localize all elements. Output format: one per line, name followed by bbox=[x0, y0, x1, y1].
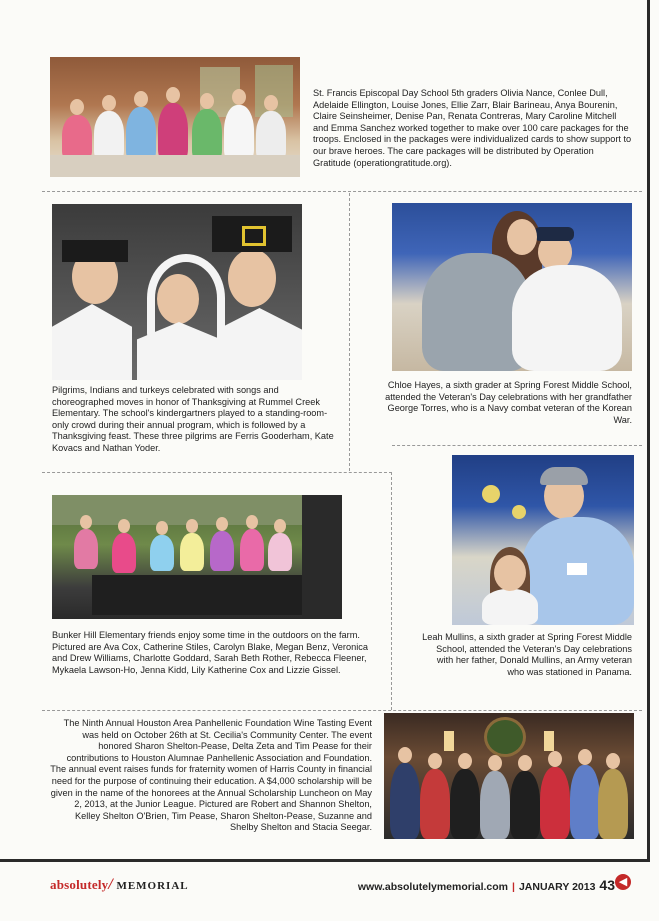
photo-bunker-hill-friends bbox=[52, 495, 342, 619]
photo-leah-and-father bbox=[452, 455, 634, 625]
arrow-left-circle-icon: ◀ bbox=[615, 874, 631, 890]
logo-slash-mark: / bbox=[108, 876, 113, 893]
page-frame-bottom-rule bbox=[0, 859, 650, 862]
caption-st-francis: St. Francis Episcopal Day School 5th graders Olivia Nance, Conlee Dull, Adelaide Ellington, Louise Jones, Ellie Zarr, Blair Barineau, Anya Bourenin, Claire Seinsheimer, Denise Pan, Renata Contreras, Mary Caroline Mitchell and Emma Sanchez worked together to make over 100 care packages for the troops. Enclosed in the packages were individualized cards to show support to our brave heroes. The care packages will be distributed by Operation Gratitude (operationgratitude.org). bbox=[313, 88, 632, 168]
footer-folio bbox=[358, 877, 615, 893]
divider bbox=[392, 445, 642, 446]
footer-website: www.absolutelymemorial.com bbox=[357, 881, 509, 893]
caption-panhellenic: The Ninth Annual Houston Area Panhellenic Foundation Wine Tasting Event was held on October 26th at St. Cecilia's Community Center. The event honored Sharon Shelton-Pease, Delta Zeta and Tim Pease for their contributions to Houston Alumnae Panhellenic Association and Foundation. The annual event raises funds for fraternity women of Harris County in financial need for the purpose of continuing their education. A $4,000 scholarship will be given in the name of the honorees at the Annual Scholarship Luncheon on May 2, 2013, at the Junior League. Pictured are Robert and Shannon Shelton, Kelley Shelton O'Brien, Tim Pease, Sharon Shelton-Pease, Suzanne and Shelby Shelton and Stacia Seegar. bbox=[50, 718, 372, 833]
photo-chloe-and-grandfather bbox=[392, 203, 632, 371]
magazine-logo bbox=[50, 876, 189, 894]
page-number: 43 bbox=[599, 877, 615, 893]
caption-pilgrims: Pilgrims, Indians and turkeys celebrated with songs and choreographed moves in honor of Thanksgiving at Rummel Creek Elementary. The school's kindergartners played to a standing-room-only crowd during their annual program, which is followed by a Thanksgiving feast. These three pilgrims are Ferris Gooderham, Kate Kovacs and Nathan Yoder. bbox=[52, 385, 334, 453]
photo-panhellenic-honorees bbox=[384, 713, 634, 839]
caption-chloe: Chloe Hayes, a sixth grader at Spring Forest Middle School, attended the Veteran's Day celebrations with her grandfather George Torres, who is a Navy combat veteran of the Korean War. bbox=[385, 380, 632, 425]
photo-st-francis-students bbox=[50, 57, 300, 177]
divider bbox=[42, 710, 642, 711]
divider bbox=[42, 472, 392, 473]
caption-leah: Leah Mullins, a sixth grader at Spring Forest Middle School, attended the Veteran's Day celebrations with her father, Donald Mullins, an Army veteran who was stationed in Panama. bbox=[422, 632, 632, 677]
logo-memorial: MEMORIAL bbox=[116, 880, 189, 892]
page-frame-right-rule bbox=[647, 0, 650, 861]
photo-rummel-creek-pilgrims bbox=[52, 204, 302, 380]
logo-absolutely: absolutely bbox=[50, 877, 109, 892]
footer-separator: | bbox=[512, 881, 515, 893]
caption-bunker-hill: Bunker Hill Elementary friends enjoy some time in the outdoors on the farm. Pictured are Ava Cox, Catherine Stiles, Carolyn Blake, Megan Benz, Veronica and Drew Williams, Charlotte Goddard, Sarah Beth Rother, Rebecca Fleener, Mykaela Lawson-Ho, Jenna Kidd, Lily Katherine Cox and Lizzie Gissel. bbox=[52, 630, 368, 675]
divider bbox=[391, 472, 392, 710]
footer-issue: JANUARY 2013 bbox=[518, 881, 596, 893]
divider bbox=[42, 191, 642, 192]
divider bbox=[349, 193, 350, 471]
